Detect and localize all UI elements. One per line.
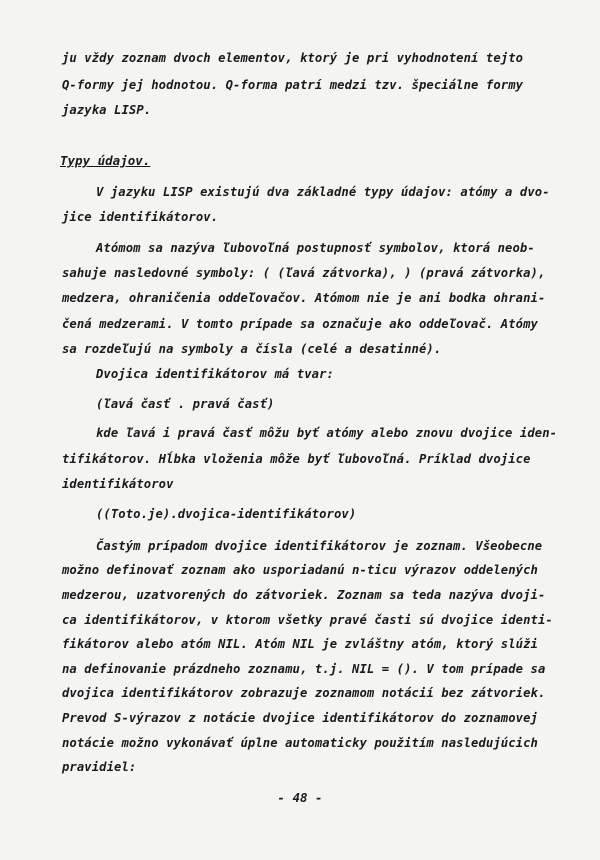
text-line: identifikátorov [62,477,174,491]
text-line: sahuje nasledovné symboly: ( (ľavá zátvorka), ) (pravá zátvorka), [62,266,546,280]
text-line: Dvojica identifikátorov má tvar: [96,367,334,381]
text-line: Q-formy jej hodnotou. Q-forma patrí medzi tzv. špeciálne formy [62,78,524,92]
text-line: medzera, ohraničenia oddeľovačov. Atómom nie je ani bodka ohrani- [62,291,546,305]
text-line: ju vždy zoznam dvoch elementov, ktorý je pri vyhodnotení tejto [62,51,524,65]
text-line: (ľavá časť . pravá časť) [96,397,275,411]
text-line: Prevod S-výrazov z notácie dvojice identifikátorov do zoznamovej [62,711,538,725]
text-line: jazyka LISP. [62,103,152,117]
page-number: - 48 - [277,790,323,805]
text-line: pravidiel: [62,760,137,774]
text-line: Častým prípadom dvojice identifikátorov je zoznam. Všeobecne [96,539,543,553]
text-line: možno definovať zoznam ako usporiadanú n-ticu výrazov oddelených [62,563,538,577]
text-line: V jazyku LISP existujú dva základné typy údajov: atómy a dvo- [96,185,550,199]
text-line: na definovanie prázdneho zoznamu, t.j. NIL = (). V tom prípade sa [62,662,546,676]
text-line: fikátorov alebo atóm NIL. Atóm NIL je zvláštny atóm, ktorý slúži [62,637,538,651]
text-line: jice identifikátorov. [62,210,219,224]
text-line: medzerou, uzatvorených do zátvoriek. Zoznam sa teda nazýva dvoji- [62,588,546,602]
text-line: čená medzerami. V tomto prípade sa označuje ako oddeľovač. Atómy [62,317,538,331]
text-line: ca identifikátorov, v ktorom všetky pravé časti sú dvojice identi- [62,613,553,627]
text-line: ((Toto.je).dvojica-identifikátorov) [96,507,357,521]
text-line: notácie možno vykonávať úplne automaticky použitím nasledujúcich [62,736,538,750]
text-line: sa rozdeľujú na symboly a čísla (celé a desatinné). [62,342,442,356]
text-line: kde ľavá i pravá časť môžu byť atómy alebo znovu dvojice iden- [96,426,558,440]
text-line: tifikátorov. Hĺbka vloženia môže byť ľubovoľná. Príklad dvojice [62,452,531,466]
text-line: Atómom sa nazýva ľubovoľná postupnosť symbolov, ktorá neob- [96,241,535,255]
section-heading: Typy údajov. [60,153,151,168]
text-line: dvojica identifikátorov zobrazuje zoznamom notácií bez zátvoriek. [62,686,546,700]
